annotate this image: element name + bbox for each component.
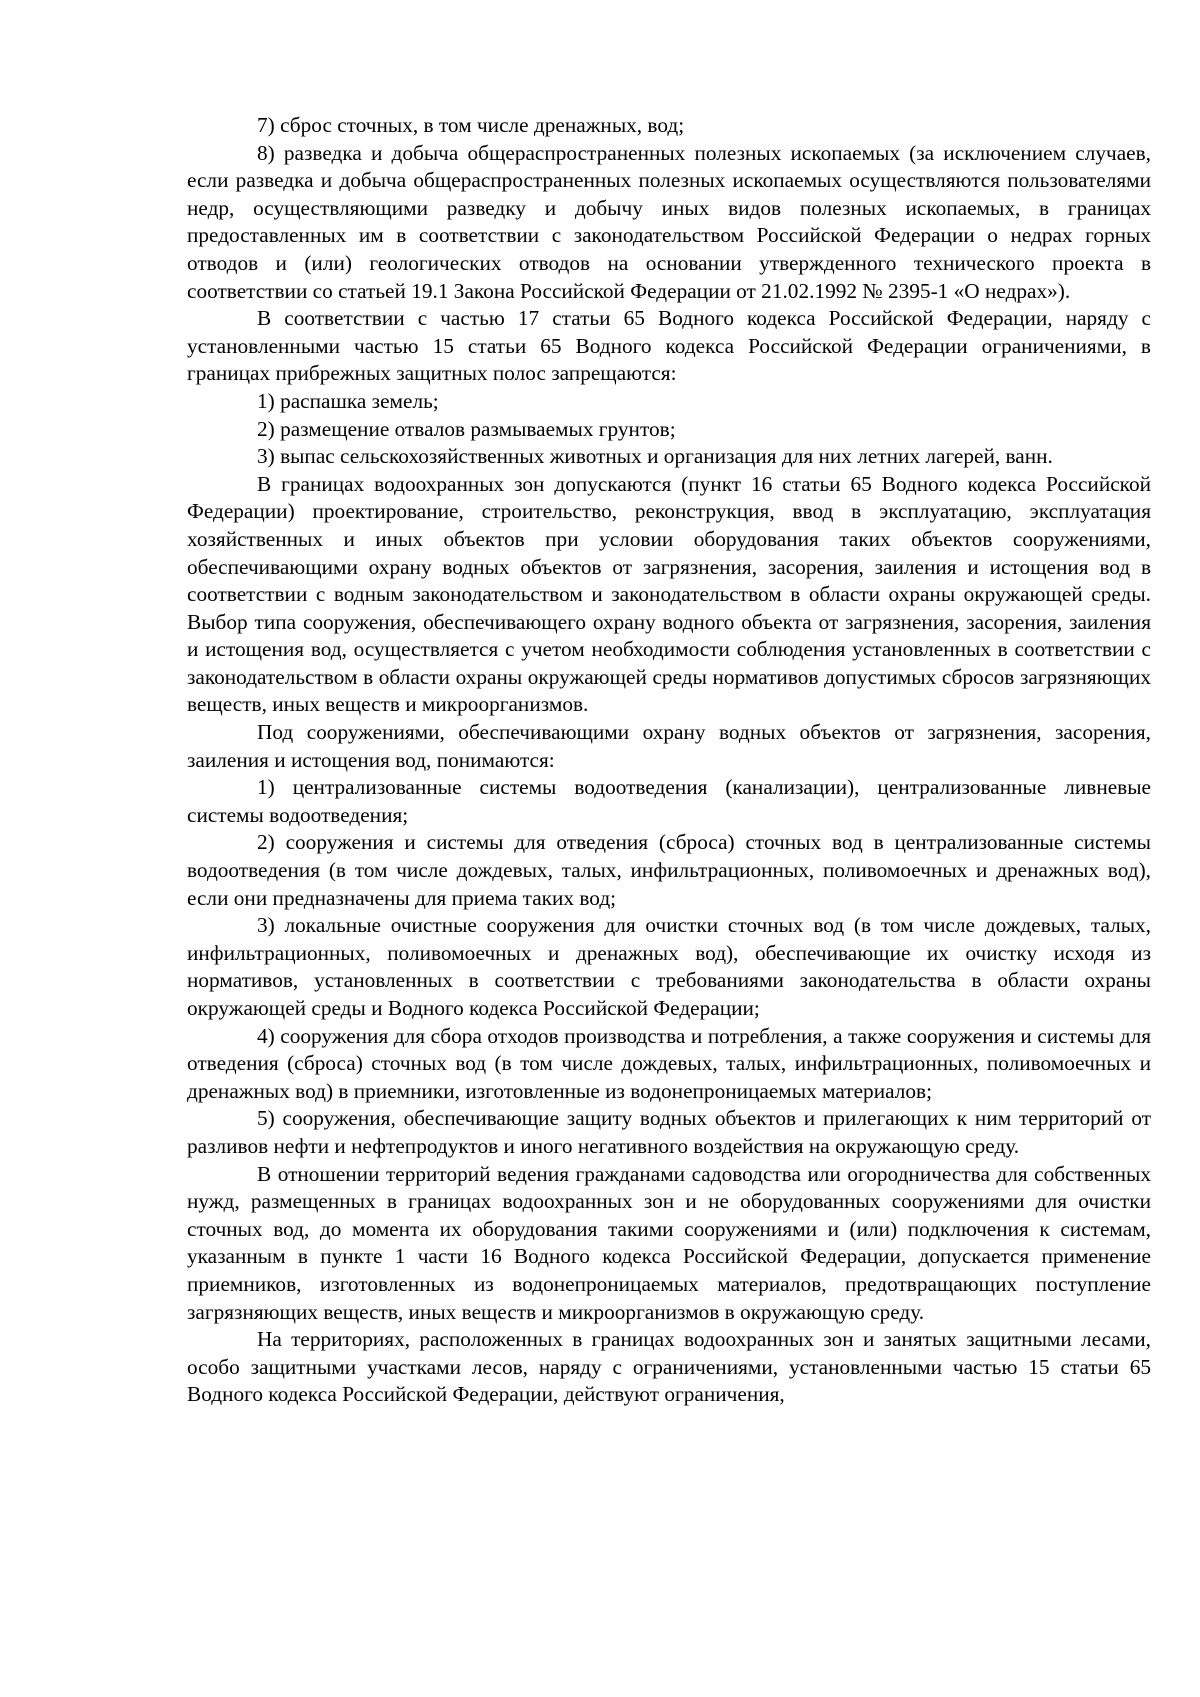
paragraph-structures-item-4: 4) сооружения для сбора отходов производства и потребления, а также сооружения и системы для отведения (сброса) сточных вод (в том числе дождевых, талых, инфильтрационных, поливомоечных и дренажных вод) в приемники, изготовленные из водонепроницаемых материалов; — [187, 1023, 1151, 1103]
paragraph-structures-intro: Под сооружениями, обеспечивающими охрану водных объектов от загрязнения, засорения, заиления и истощения вод, понимаются: — [187, 720, 1151, 772]
document-page — [187, 112, 1151, 1409]
paragraph-structures-item-5: 5) сооружения, обеспечивающие защиту водных объектов и прилегающих к ним территорий от разливов нефти и нефтепродуктов и иного негативного воздействия на окружающую среду. — [187, 1106, 1151, 1158]
paragraph-coastal-item-1: 1) распашка земель; — [257, 388, 439, 413]
paragraph-coastal-item-3: 3) выпас сельскохозяйственных животных и организация для них летних лагерей, ванн. — [257, 444, 1053, 469]
paragraph-protective-forests: На территориях, расположенных в границах водоохранных зон и занятых защитными лесами, особо защитными участками лесов, наряду с ограничениями, установленными частью 15 статьи 65 Водного кодекса Российской Федерации, действуют ограничения, — [187, 1327, 1151, 1407]
paragraph-coastal-item-2: 2) размещение отвалов размываемых грунтов; — [257, 416, 676, 441]
paragraph-structures-item-2: 2) сооружения и системы для отведения (сброса) сточных вод в централизованные системы водоотведения (в том числе дождевых, талых, инфильтрационных, поливомоечных и дренажных вод), если они предназначены для приема таких вод; — [187, 830, 1151, 910]
paragraph-item-8: 8) разведка и добыча общераспространенных полезных ископаемых (за исключением случаев, если разведка и добыча общераспространенных полезных ископаемых осуществляются пользователями недр, осуществляющими разведку и добычу иных видов полезных ископаемых, в границах предоставленных им в соответствии с законодательством Российской Федерации о недрах горных отводов и (или) геологических отводов на основании утвержденного технического проекта в соответствии со статьей 19.1 Закона Российской Федерации от 21.02.1992 № 2395-1 «О недрах»). — [187, 140, 1151, 303]
paragraph-item-7: 7) сброс сточных, в том числе дренажных, вод; — [257, 113, 685, 137]
paragraph-coastal-strip-intro: В соответствии с частью 17 статьи 65 Водного кодекса Российской Федерации, наряду с установленными частью 15 статьи 65 Водного кодекса Российской Федерации ограничениями, в границах прибрежных защитных полос запрещаются: — [187, 306, 1151, 386]
paragraph-structures-item-1: 1) централизованные системы водоотведения (канализации), централизованные ливневые системы водоотведения; — [187, 775, 1151, 827]
paragraph-structures-item-3: 3) локальные очистные сооружения для очистки сточных вод (в том числе дождевых, талых, инфильтрационных, поливомоечных и дренажных вод), обеспечивающие их очистку исходя из нормативов, установленных в соответствии с требованиями законодательства в области охраны окружающей среды и Водного кодекса Российской Федерации; — [187, 913, 1151, 1020]
paragraph-allowed-activities: В границах водоохранных зон допускаются (пункт 16 статьи 65 Водного кодекса Российской Федерации) проектирование, строительство, реконструкция, ввод в эксплуатацию, эксплуатация хозяйственных и иных объектов при условии оборудования таких объектов сооружениями, обеспечивающими охрану водных объектов от загрязнения, засорения, заиления и истощения вод в соответствии с водным законодательством и законодательством в области охраны окружающей среды. Выбор типа сооружения, обеспечивающего охрану водного объекта от загрязнения, засорения, заиления и истощения вод, осуществляется с учетом необходимости соблюдения установленных в соответствии с законодательством в области охраны окружающей среды нормативов допустимых сбросов загрязняющих веществ, иных веществ и микроорганизмов. — [187, 471, 1151, 717]
paragraph-gardening: В отношении территорий ведения гражданами садоводства или огородничества для собственных нужд, размещенных в границах водоохранных зон и не оборудованных сооружениями для очистки сточных вод, до момента их оборудования такими сооружениями и (или) подключения к системам, указанным в пункте 1 части 16 Водного кодекса Российской Федерации, допускается применение приемников, изготовленных из водонепроницаемых материалов, предотвращающих поступление загрязняющих веществ, иных веществ и микроорганизмов в окружающую среду. — [187, 1161, 1151, 1324]
